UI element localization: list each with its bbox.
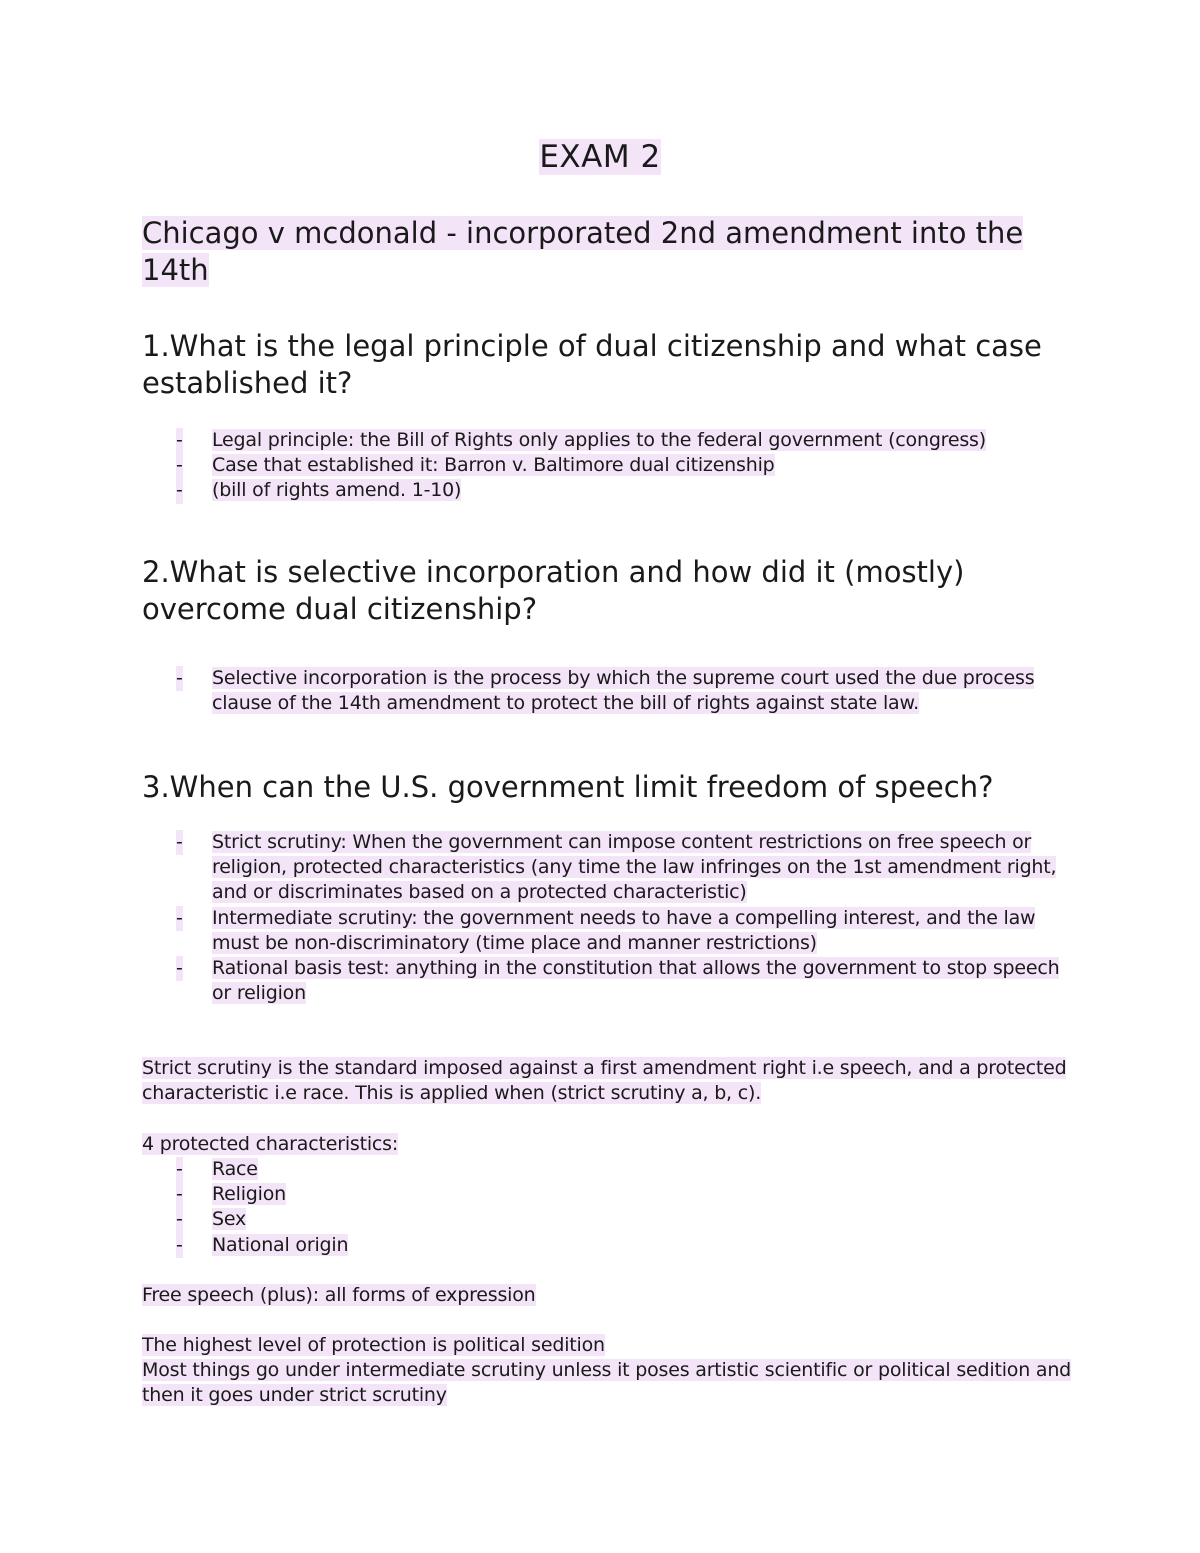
list-item: - Intermediate scrutiny: the government needs to have a compelling interest, and the law must be non-discriminatory (time place and manner restrictions) — [176, 906, 1036, 954]
protected-label: 4 protected characteristics: — [142, 1133, 399, 1155]
list-item: - Rational basis test: anything in the constitution that allows the government to stop speech or religion — [176, 957, 1060, 1005]
intermediate-note: Most things go under intermediate scrutiny unless it poses artistic scientific or political sedition and then it goes under strict scrutiny — [142, 1359, 1072, 1407]
question-2-bullets — [142, 666, 1072, 716]
list-item: - Race — [142, 1157, 1072, 1182]
list-item: - National origin — [142, 1233, 1072, 1258]
free-speech-note: Free speech (plus): all forms of expression — [142, 1284, 536, 1306]
question-1-bullets — [142, 428, 1072, 504]
document-title: EXAM 2 — [539, 139, 661, 175]
highest-level-note: The highest level of protection is political sedition — [142, 1334, 605, 1356]
question-3: 3.When can the U.S. government limit freedom of speech? — [142, 770, 994, 804]
list-item: - Sex — [142, 1207, 1072, 1232]
question-1: 1.What is the legal principle of dual citizenship and what case established it? — [142, 329, 1042, 400]
list-item: - Religion — [142, 1182, 1072, 1207]
list-item: - (bill of rights amend. 1-10) — [142, 478, 1072, 503]
case-heading: Chicago v mcdonald - incorporated 2nd amendment into the 14th — [142, 216, 1024, 287]
strict-scrutiny-note: Strict scrutiny is the standard imposed against a first amendment right i.e speech, and a protected characteristic i.e race. This is applied when (strict scrutiny a, b, c). — [142, 1057, 1067, 1105]
list-item: - Legal principle: the Bill of Rights only applies to the federal government (congress) — [142, 428, 1072, 453]
question-3-bullets — [142, 830, 1072, 1006]
list-item: - Selective incorporation is the process by which the supreme court used the due process clause of the 14th amendment to protect the bill of rights against state law. — [176, 667, 1035, 715]
list-item: - Case that established it: Barron v. Baltimore dual citizenship — [142, 453, 1072, 478]
list-item: - Strict scrutiny: When the government can impose content restrictions on free speech or religion, protected characteristics (any time the law infringes on the 1st amendment right, and or discriminates based on a protected characteristic) — [176, 831, 1057, 904]
protected-list — [142, 1157, 1072, 1258]
question-2: 2.What is selective incorporation and how did it (mostly) overcome dual citizenship? — [142, 555, 965, 626]
